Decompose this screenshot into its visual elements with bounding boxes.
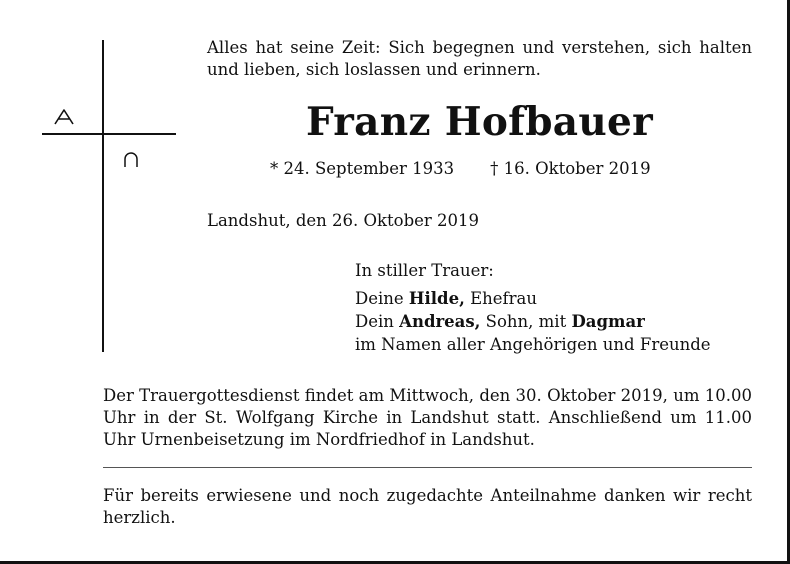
mourner-prefix: Dein: [355, 312, 394, 331]
cross-horizontal-bar: [42, 133, 176, 135]
divider-line: [103, 467, 752, 468]
life-dates: [270, 158, 651, 180]
service-announcement: Der Trauergottesdienst findet am Mittwoch, den 30. Oktober 2019, um 10.00 Uhr in der St. Wolfgang Kirche in Landshut statt. Anschließend um 11.00 Uhr Urnenbeisetzung im Nordfriedhof in Landshut.: [103, 386, 752, 449]
death-date: † 16. Oktober 2019: [490, 159, 651, 178]
mourner-line-2: [355, 311, 645, 333]
deceased-name: Franz Hofbauer: [306, 99, 653, 145]
cross-vertical-bar: [102, 40, 104, 352]
thanks-text: Für bereits erwiesene und noch zugedachte Anteilnahme danken wir recht herzlich.: [103, 486, 752, 527]
birth-date: * 24. September 1933: [270, 159, 455, 178]
place-date: Landshut, den 26. Oktober 2019: [207, 211, 480, 230]
mourning-intro: In stiller Trauer:: [355, 261, 494, 280]
omega-icon: [123, 152, 139, 168]
mourner-line-3: im Namen aller Angehörigen und Freunde: [355, 335, 711, 354]
mourner-name-2: Dagmar: [571, 312, 645, 331]
mourner-relation: Ehefrau: [470, 289, 537, 308]
mourner-prefix: Deine: [355, 289, 404, 308]
mourner-line-1: [355, 288, 537, 310]
mourner-name: Andreas,: [399, 312, 481, 331]
motto-text: Alles hat seine Zeit: Sich begegnen und verstehen, sich halten und lieben, sich loslassen und erinnern.: [207, 38, 752, 79]
mourner-name: Hilde,: [408, 289, 465, 308]
mourner-relation: Sohn, mit: [485, 312, 567, 331]
alpha-icon: [53, 108, 75, 126]
